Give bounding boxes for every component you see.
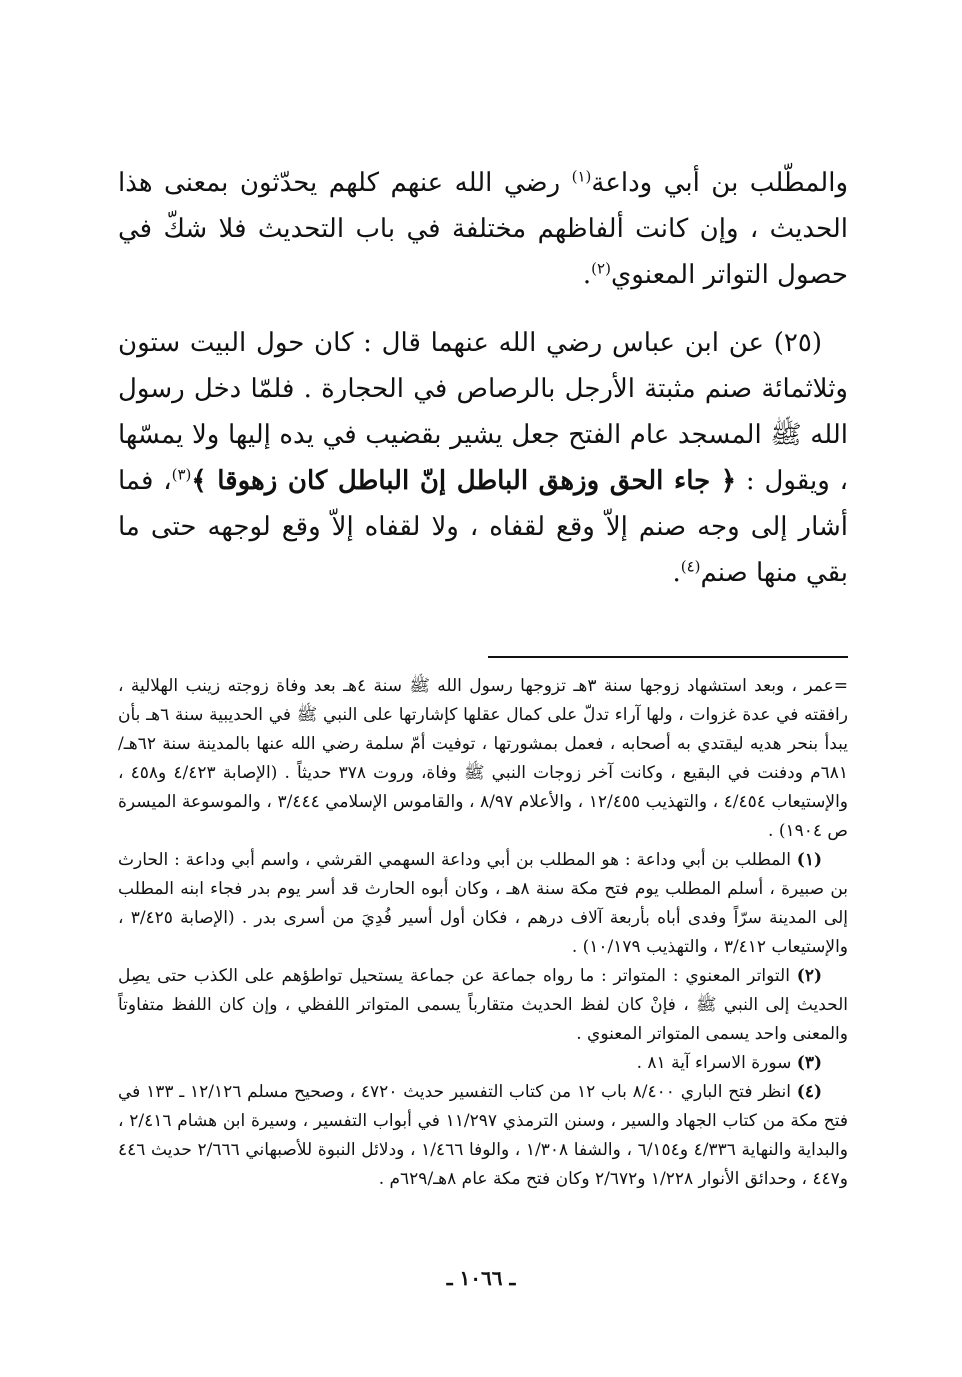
footnote-4-text: انظر فتح الباري ٨/٤٠٠ باب ١٢ من كتاب التفسير حديث ٤٧٢٠ ، وصحيح مسلم ١٢/١٢٦ ـ ١٣٣ في فتح مكة من كتاب الجهاد والسير ، وسنن الترمذي ١١/٢٩٧ في أبواب التفسير ، وسيرة ابن هشام ٢/٤١٦ ، والبداية والنهاية ٤/٣٣٦ و٦/١٥٤ ، والشفا ١/٣٠٨ ، والوفا ١/٤٦٦ ، ودلائل النبوة للأصبهاني ٢/٦٦٦ حديث ٤٤٦ و٤٤٧ ، وحدائق الأنوار ١/٢٢٨ و٢/٦٧٢ وكان فتح مكة عام ٨هـ/٦٢٩م . [118,1082,848,1189]
footnote-ref-4[interactable]: (٤) [680,557,701,576]
footnote-3-number: (٣) [796,1053,822,1073]
quran-verse: ﴿ جاء الحق وزهق الباطل إنّ الباطل كان زهوقا ﴾ [191,466,737,496]
paragraph-1-text-c: . [582,260,592,290]
paragraph-1-text-b: رضي الله عنهم كلهم يحدّثون بمعنى هذا الحديث ، وإن كانت ألفاظهم مختلفة في باب التحديث فلا شكّ في حصول التواتر المعنوي [118,168,849,290]
footnote-separator [488,656,848,658]
footnote-2-text: التواتر المعنوي : المتواتر : ما رواه جماعة عن جماعة يستحيل تواطؤهم على الكذب حتى يصِل الحديث إلى النبي ﷺ ، فإنْ كان لفظ الحديث متقارباً يسمى المتواتر اللفظي ، وإن كان اللفظ متفاوتاً والمعنى واحد يسمى المتواتر المعنوي . [118,966,848,1044]
page-content [118,160,848,1194]
paragraph-1 [118,160,848,298]
paragraph-2 [118,320,848,596]
footnote-2-number: (٢) [796,966,822,986]
main-text [118,160,848,596]
footnote-1-text: المطلب بن أبي وداعة : هو المطلب بن أبي وداعة السهمي القرشي ، واسم أبي وداعة : الحارث بن صبيرة ، أسلم المطلب يوم فتح مكة سنة ٨هـ ، وكان أبوه الحارث قد أسر يوم بدر فجاء ابنه المطلب إلى المدينة سرّاً وفدى أباه بأربعة آلاف درهم ، فكان أول أسير فُدِيَ من أسرى بدر . (الإصابة ٣/٤٢٥ ، والإستيعاب ٣/٤١٢ ، والتهذيب ١٠/١٧٩) . [118,850,848,957]
footnote-4 [118,1078,848,1194]
paragraph-2-text-c: . [672,558,681,588]
paragraph-2-text-a: (٢٥) عن ابن عباس رضي الله عنهما قال : كان حول البيت ستون وثلاثمائة صنم مثبتة الأرجل بالرصاص في الحجارة . فلمّا دخل رسول الله ﷺ المسجد عام الفتح جعل يشير بقضيب في يده إليها ولا يمسّها ، ويقول : [118,328,848,496]
footnote-ref-1[interactable]: (١) [571,167,592,186]
footnote-1-number: (١) [796,850,822,870]
footnote-2 [118,962,848,1049]
paragraph-1-text-a: والمطّلب بن أبي وداعة [591,168,848,198]
footnote-continuation: =عمر ، وبعد استشهاد زوجها سنة ٣هـ تزوجها رسول الله ﷺ سنة ٤هـ بعد وفاة زوجته زينب الهلالية ، رافقته في عدة غزوات ، ولها آراء تدلّ على كمال عقلها كإشارتها على النبي ﷺ في الحديبية سنة ٦هـ بأن يبدأ بنحر هديه ليقتدي به أصحابه ، فعمل بمشورتها ، توفيت أمّ سلمة رضي الله عنها بالمدينة سنة ٦٢هـ/٦٨١م ودفنت في البقيع ، وكانت آخر زوجات النبي ﷺ وفاة، وروت ٣٧٨ حديثاً . (الإصابة ٤/٤٢٣ و٤٥٨ ، والإستيعاب ٤/٤٥٤ ، والتهذيب ١٢/٤٥٥ ، والأعلام ٨/٩٧ ، والقاموس الإسلامي ٣/٤٤٤ ، والموسوعة الميسرة ص ١٩٠٤) . [118,676,849,841]
footnote-ref-3[interactable]: (٣) [171,465,192,484]
footnote-4-number: (٤) [796,1082,822,1102]
footnote-3-text: سورة الاسراء آية ٨١ . [636,1053,797,1073]
footnote-ref-2[interactable]: (٢) [591,259,611,278]
footnote-1 [118,846,848,962]
page-number: ـ ١٠٦٦ ـ [446,1266,516,1290]
paragraph-2-text-b: ، فما أشار إلى وجه صنم إلاّ وقع لقفاه ، ولا لقفاه إلاّ وقع لوجهه حتى ما بقي منها صنم [118,466,848,588]
footnote-3 [118,1049,848,1078]
footnotes [118,672,848,1194]
